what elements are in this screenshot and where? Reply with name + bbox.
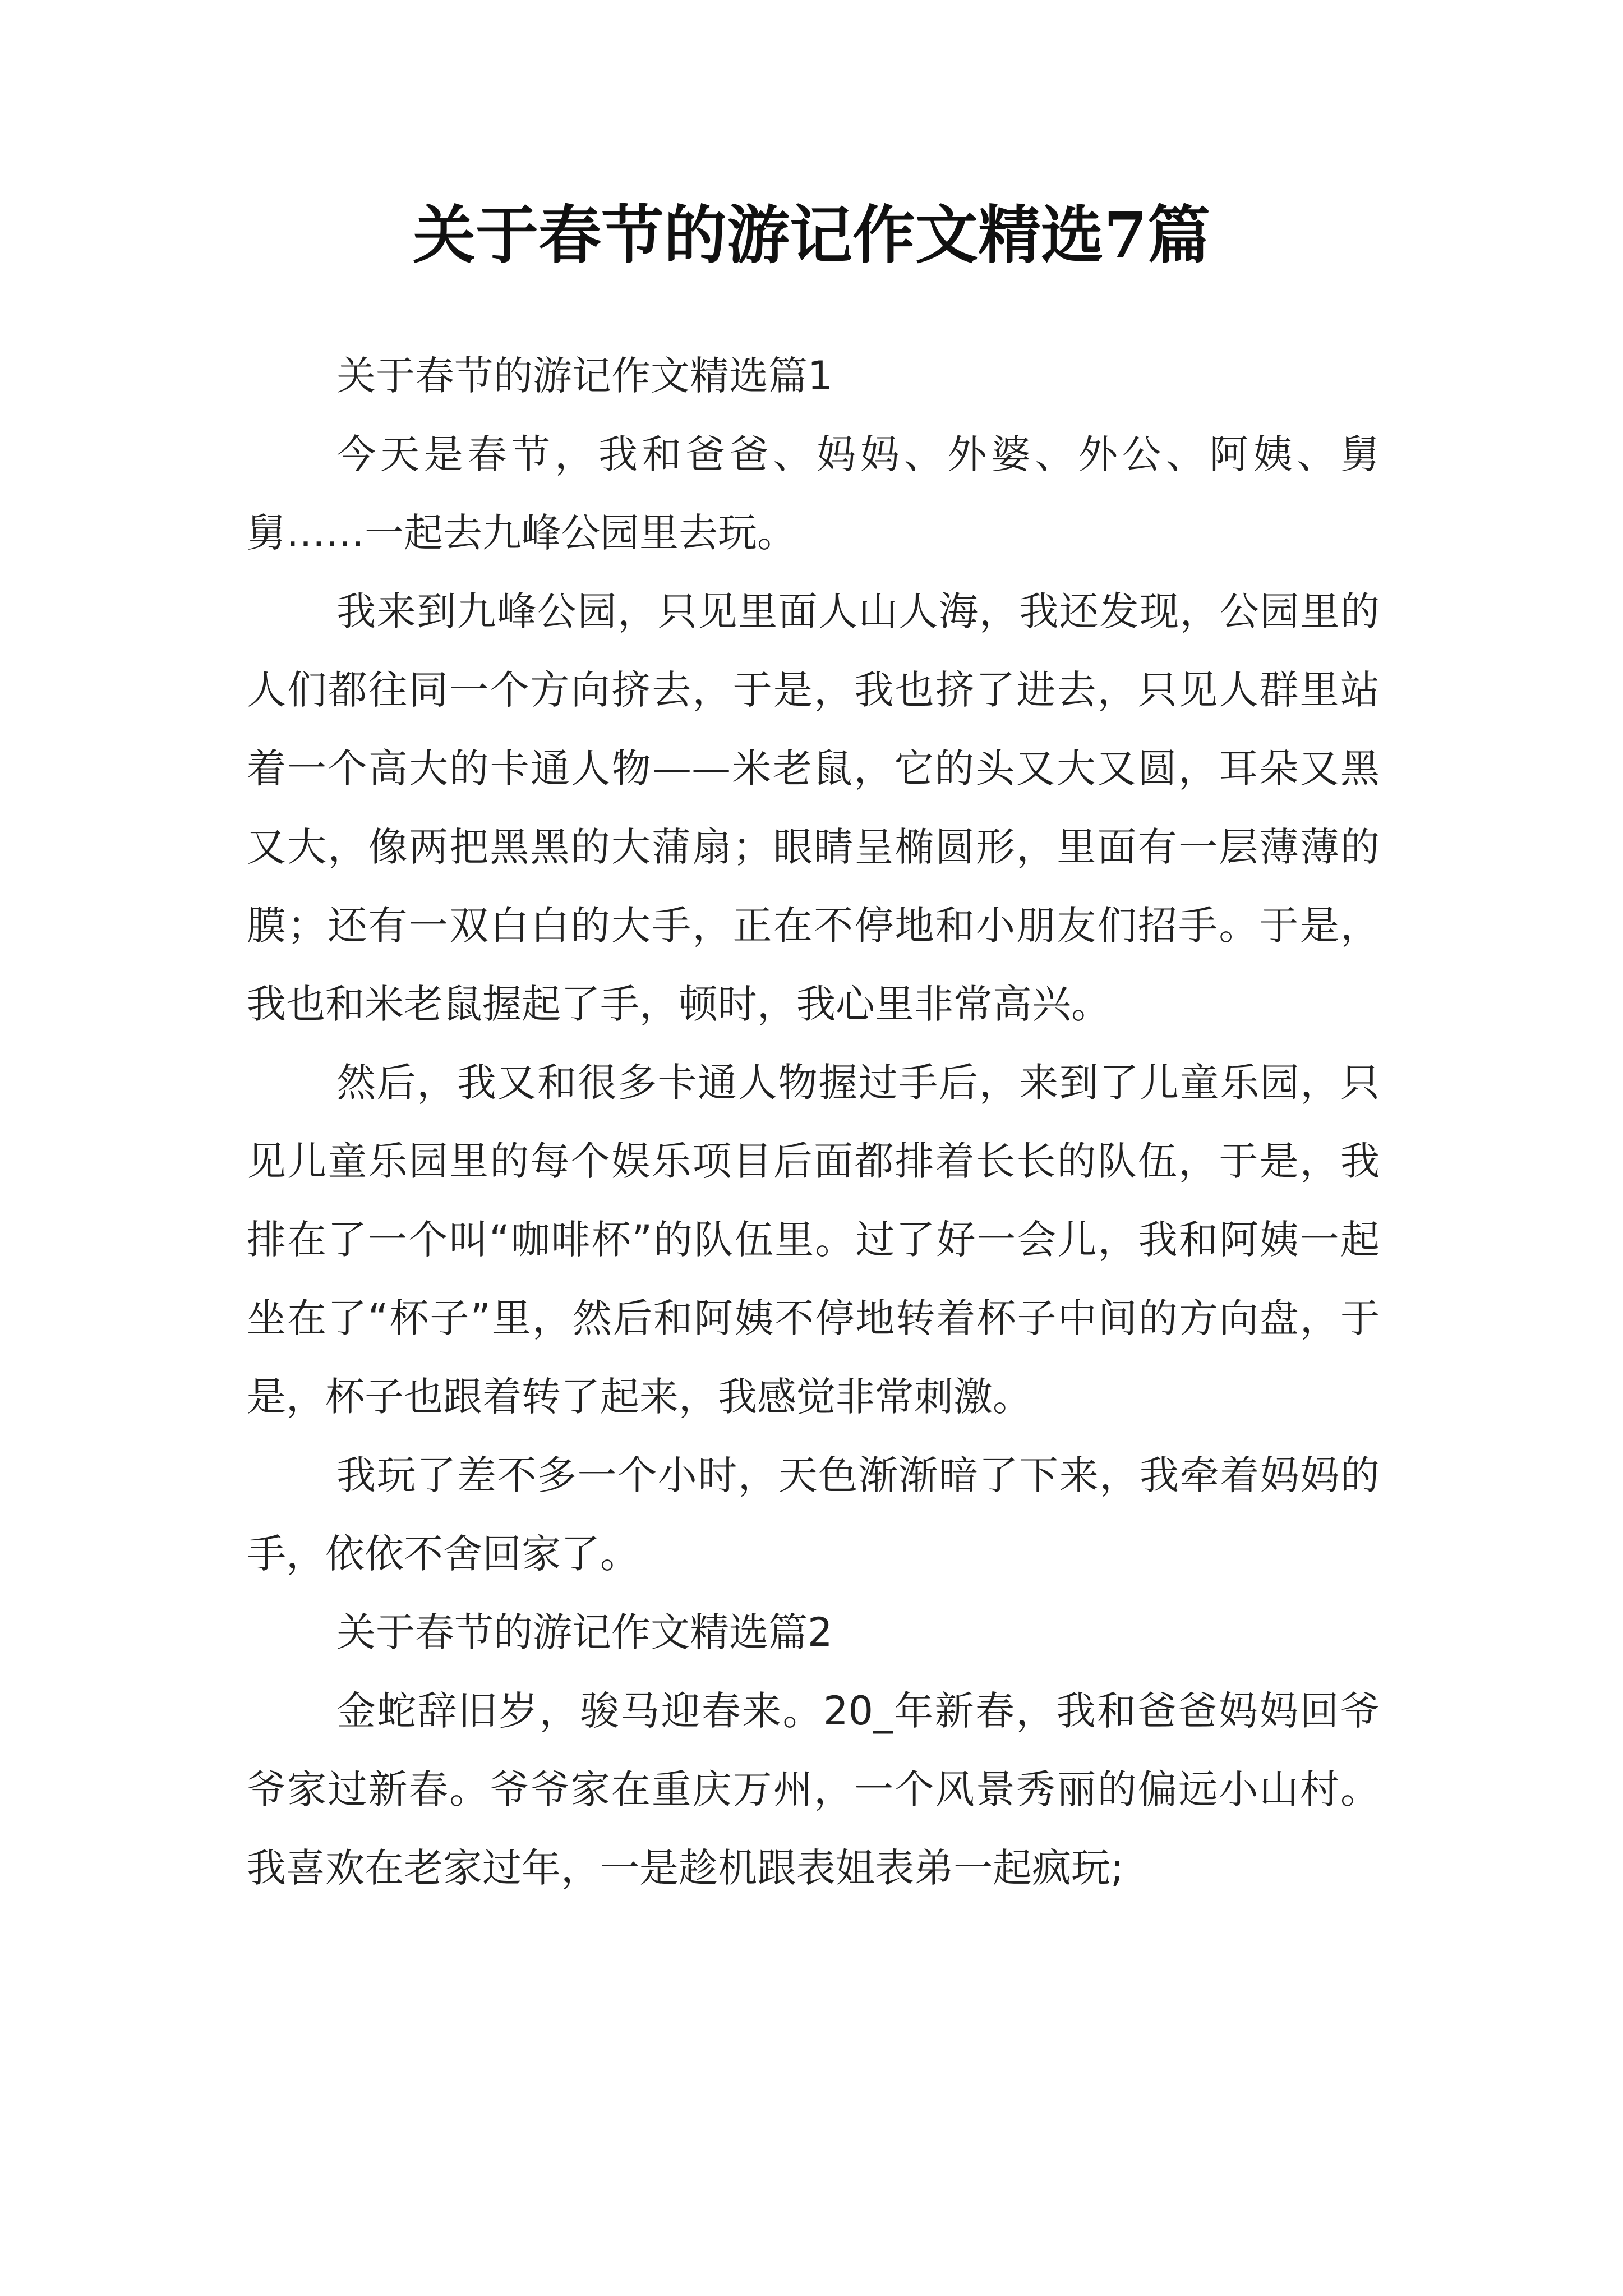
essay-section-2 xyxy=(247,1593,1380,1907)
paragraph: 金蛇辞旧岁，骏马迎春来。20_年新春，我和爸爸妈妈回爷爷家过新春。爷爷家在重庆万州，一个风景秀丽的偏远小山村。我喜欢在老家过年，一是趁机跟表姐表弟一起疯玩; xyxy=(247,1688,1380,1891)
paragraph: 今天是春节，我和爸爸、妈妈、外婆、外公、阿姨、舅舅……一起去九峰公园里去玩。 xyxy=(247,431,1380,556)
document-title: 关于春节的游记作文精选7篇 xyxy=(413,199,1210,272)
document-body xyxy=(247,337,1380,1907)
essay-section-1 xyxy=(247,337,1380,1593)
paragraph: 我来到九峰公园，只见里面人山人海，我还发现，公园里的人们都往同一个方向挤去，于是，我也挤了进去，只见人群里站着一个高大的卡通人物——米老鼠，它的头又大又圆，耳朵又黑又大，像两把黑黑的大蒲扇；眼睛呈椭圆形，里面有一层薄薄的膜；还有一双白白的大手，正在不停地和小朋友们招手。于是，我也和米老鼠握起了手，顿时，我心里非常高兴。 xyxy=(247,588,1380,1027)
paragraph: 我玩了差不多一个小时，天色渐渐暗了下来，我牵着妈妈的手，依依不舍回家了。 xyxy=(247,1452,1380,1577)
section-heading: 关于春节的游记作文精选篇1 xyxy=(336,353,833,399)
paragraph: 然后，我又和很多卡通人物握过手后，来到了儿童乐园，只见儿童乐园里的每个娱乐项目后面都排着长长的队伍，于是，我排在了一个叫“咖啡杯”的队伍里。过了好一会儿，我和阿姨一起坐在了“杯子”里，然后和阿姨不停地转着杯子中间的方向盘，于是，杯子也跟着转了起来，我感觉非常刺激。 xyxy=(247,1060,1380,1420)
section-heading: 关于春节的游记作文精选篇2 xyxy=(336,1609,833,1655)
